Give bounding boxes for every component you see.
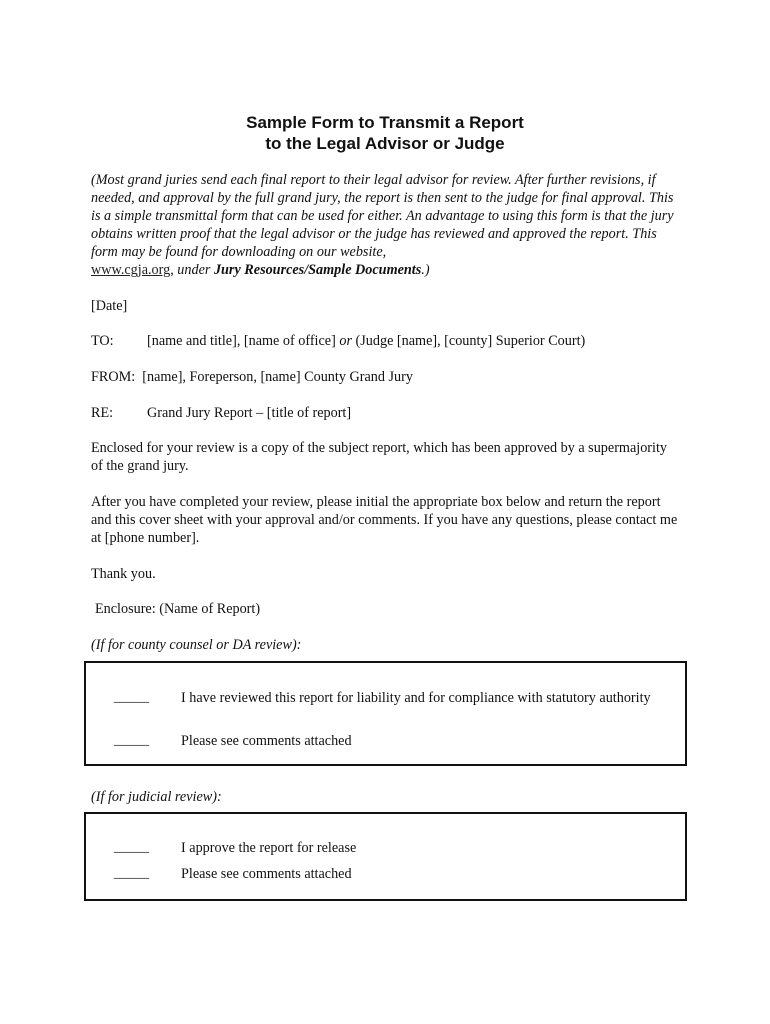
to-value-b: (Judge [name], [county] Superior Court) <box>352 333 586 349</box>
initial-blank-2[interactable]: _____ <box>114 733 149 748</box>
from-line <box>91 368 413 386</box>
re-value: Grand Jury Report – [title of report] <box>147 405 352 421</box>
from-label: FROM: <box>91 369 136 385</box>
document-title-line-2: to the Legal Advisor or Judge <box>265 134 505 153</box>
county-counsel-review-box <box>84 661 687 766</box>
comments-attached-statement: Please see comments attached <box>181 733 352 749</box>
intro-text-end: .) <box>421 262 430 278</box>
judicial-review-heading: (If for judicial review): <box>91 789 222 805</box>
intro-paragraph <box>91 171 681 279</box>
to-line <box>91 332 585 350</box>
instructions-paragraph: After you have completed your review, please initial the appropriate box below and return the report and this cover sheet with your approval and/or comments. If you have any questions, please contact me at [phone number]. <box>91 494 678 546</box>
website-link[interactable]: www.cgja.org <box>91 262 171 278</box>
initial-blank-1[interactable]: _____ <box>114 690 149 705</box>
judicial-review-box <box>84 812 687 901</box>
intro-text-mid: , under <box>170 262 214 278</box>
initial-blank-4[interactable]: _____ <box>114 866 149 881</box>
initial-blank-3[interactable]: _____ <box>114 840 149 855</box>
county-counsel-heading: (If for county counsel or DA review): <box>91 637 302 653</box>
document-title-line-1: Sample Form to Transmit a Report <box>246 113 524 132</box>
re-label: RE: <box>91 405 114 421</box>
intro-text: (Most grand juries send each final report to their legal advisor for review. After further revisions, if needed, and approval by the full grand jury, the report is then sent to the judge for final approval. This is a simple transmittal form that can be used for either. An advantage to using this form is that the jury obtains written proof that the legal advisor or the judge has reviewed and approved the report. This form may be found for downloading on our website, <box>91 172 674 260</box>
intro-bold-text: Jury Resources/Sample Documents <box>213 262 422 278</box>
approve-release-statement: I approve the report for release <box>181 840 357 856</box>
to-label: TO: <box>91 333 114 349</box>
liability-review-statement: I have reviewed this report for liability and for compliance with statutory authority <box>181 690 651 706</box>
judicial-comments-attached-statement: Please see comments attached <box>181 866 352 882</box>
enclosure-line: Enclosure: (Name of Report) <box>95 601 261 617</box>
from-value: [name], Foreperson, [name] County Grand Jury <box>142 369 413 385</box>
re-line <box>91 404 351 422</box>
enclosed-paragraph: Enclosed for your review is a copy of the subject report, which has been approved by a supermajority of the grand jury. <box>91 440 667 474</box>
to-value-a: [name and title], [name of office] <box>147 333 340 349</box>
to-value-or: or <box>339 333 352 349</box>
thank-you-line: Thank you. <box>91 566 156 582</box>
date-line: [Date] <box>91 298 128 314</box>
